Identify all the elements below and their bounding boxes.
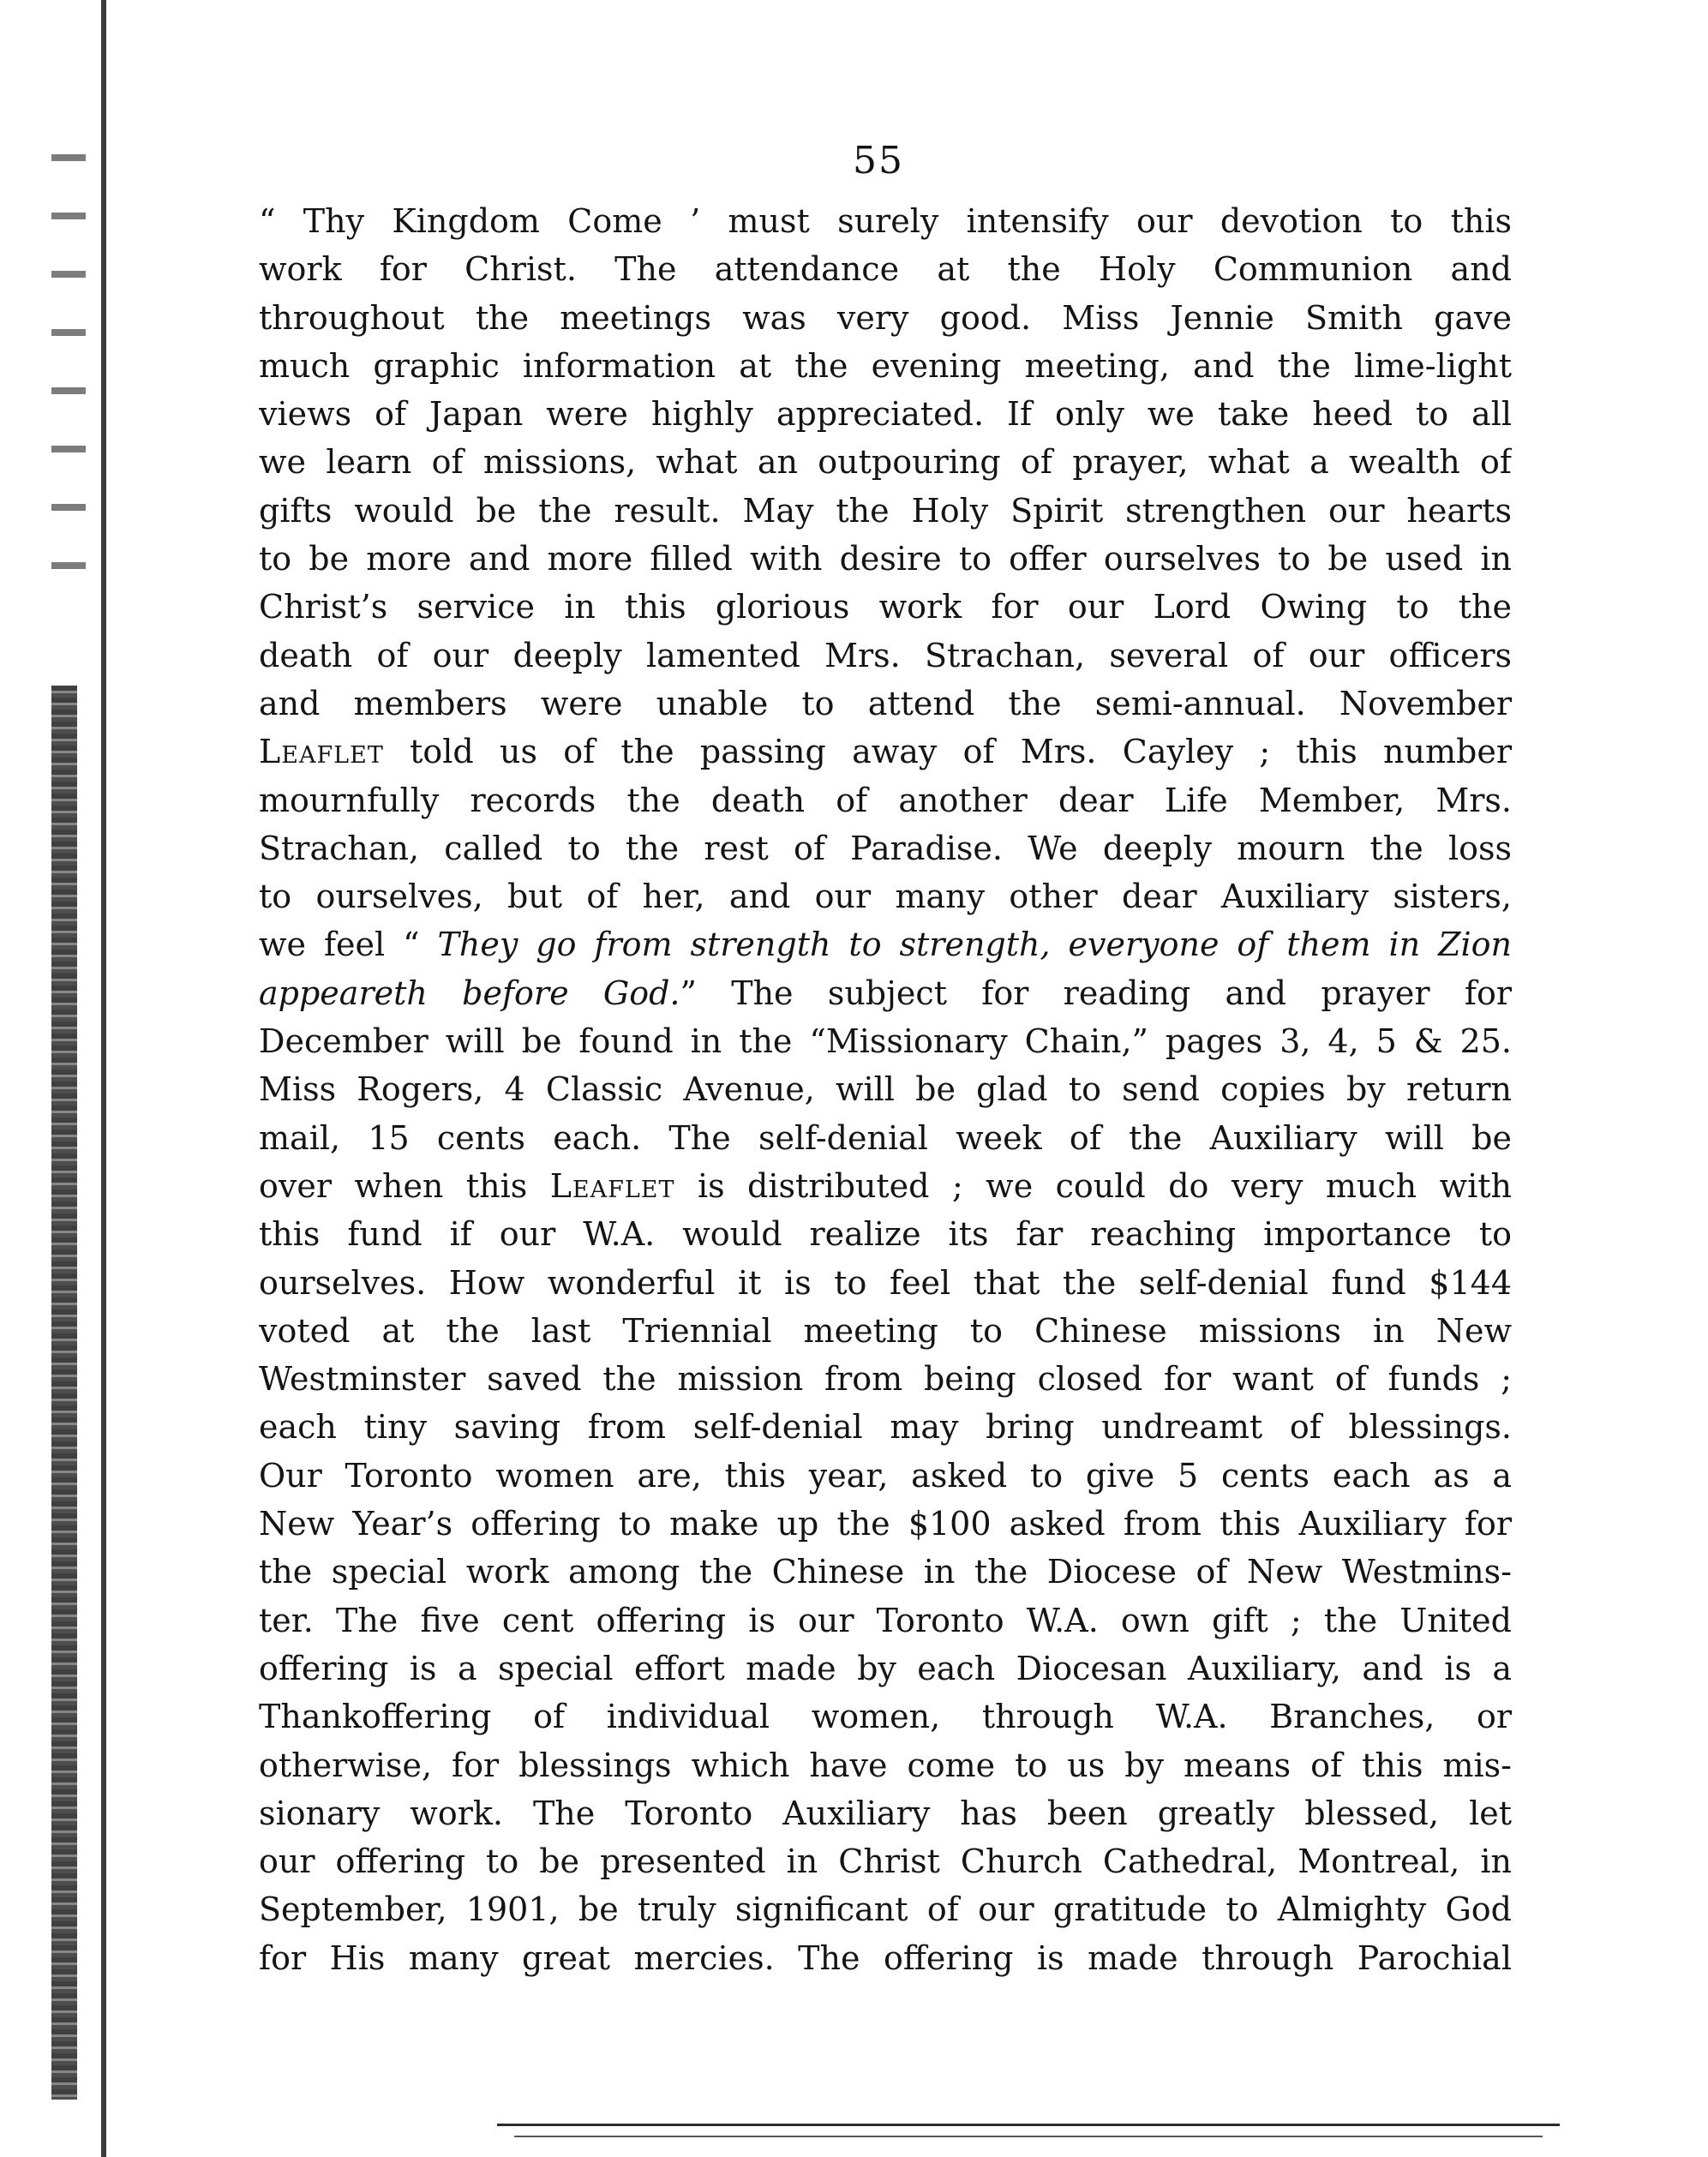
text-line-21-prefix: over when this <box>259 1166 550 1205</box>
text-line-12-rest: told us of the passing away of Mrs. Cayley ; this number <box>383 733 1512 771</box>
text-line-30: ter. The five cent offering is our Toronto W.A. own gift ; the United <box>259 1601 1512 1639</box>
page-number: 55 <box>853 139 904 183</box>
text-line-11: and members were unable to attend the semi-annual. November <box>259 684 1512 722</box>
text-line-33: otherwise, for blessings which have come to us by means of this mis- <box>259 1746 1512 1784</box>
text-line-6: we learn of missions, what an outpouring of prayer, what a wealth of <box>259 443 1512 482</box>
leaflet-title: Leaflet <box>259 733 384 771</box>
text-line-37: for His many great mercies. The offering is made through Parochial <box>259 1938 1512 1977</box>
text-line-21 <box>259 1162 1512 1210</box>
text-line-12 <box>259 728 1512 776</box>
text-line-34: sionary work. The Toronto Auxiliary has been greatly blessed, let <box>259 1794 1512 1832</box>
text-line-26: each tiny saving from self-denial may bring undreamt of blessings. <box>259 1408 1512 1447</box>
text-line-1: “ Thy Kingdom Come ’ must surely intensify our devotion to this <box>259 202 1512 240</box>
text-line-25: Westminster saved the mission from being closed for want of funds ; <box>259 1360 1512 1399</box>
text-line-3: throughout the meetings was very good. Miss Jennie Smith gave <box>259 298 1512 337</box>
body-text <box>259 197 1512 1982</box>
leaflet-title-2: Leaflet <box>549 1166 675 1205</box>
text-line-17-rest: ” The subject for reading and prayer for <box>680 974 1512 1012</box>
binding-edge <box>101 0 106 2157</box>
scripture-quote: They go from strength to strength, everyone of them in Zion <box>437 926 1512 964</box>
text-line-14: Strachan, called to the rest of Paradise. We deeply mourn the loss <box>259 829 1512 867</box>
text-line-7: gifts would be the result. May the Holy Spirit strengthen our hearts <box>259 491 1512 530</box>
text-line-36: September, 1901, be truly significant of our gratitude to Almighty God <box>259 1890 1512 1929</box>
text-line-31: offering is a special effort made by each Diocesan Auxiliary, and is a <box>259 1649 1512 1687</box>
text-line-24: voted at the last Triennial meeting to Chinese missions in New <box>259 1311 1512 1350</box>
text-line-5: views of Japan were highly appreciated. If only we take heed to all <box>259 395 1512 434</box>
text-line-23: ourselves. How wonderful it is to feel that the self-denial fund $144 <box>259 1263 1512 1302</box>
text-line-16-prefix: we feel “ <box>259 926 438 964</box>
text-line-9: Christ’s service in this glorious work for our Lord Owing to the <box>259 588 1512 626</box>
text-line-16 <box>259 920 1512 968</box>
text-line-29: the special work among the Chinese in the Diocese of New Westmins- <box>259 1553 1512 1591</box>
text-line-28: New Year’s offering to make up the $100 asked from this Auxiliary for <box>259 1505 1512 1543</box>
text-line-35: our offering to be presented in Christ Church Cathedral, Montreal, in <box>259 1842 1512 1881</box>
text-line-4: much graphic information at the evening meeting, and the lime-light <box>259 346 1512 385</box>
text-line-13: mournfully records the death of another dear Life Member, Mrs. <box>259 781 1512 819</box>
text-line-15: to ourselves, but of her, and our many other dear Auxiliary sisters, <box>259 878 1512 916</box>
text-line-17 <box>259 969 1512 1017</box>
text-line-8: to be more and more filled with desire to offer ourselves to be used in <box>259 540 1512 578</box>
scripture-quote-end: appeareth before God. <box>259 974 680 1012</box>
text-line-2: work for Christ. The attendance at the Holy Communion and <box>259 250 1512 289</box>
bottom-rule <box>497 2124 1560 2126</box>
text-line-18: December will be found in the “Missionary Chain,” pages 3, 4, 5 & 25. <box>259 1022 1512 1061</box>
binding-shadow <box>51 686 77 2100</box>
text-line-19: Miss Rogers, 4 Classic Avenue, will be glad to send copies by return <box>259 1070 1512 1109</box>
text-line-22: this fund if our W.A. would realize its far reaching importance to <box>259 1215 1512 1254</box>
bottom-rule-secondary <box>514 2136 1543 2137</box>
text-line-10: death of our deeply lamented Mrs. Strachan, several of our officers <box>259 636 1512 674</box>
text-line-32: Thankoffering of individual women, through W.A. Branches, or <box>259 1698 1512 1736</box>
text-line-20: mail, 15 cents each. The self-denial week of the Auxiliary will be <box>259 1118 1512 1157</box>
text-line-21-rest: is distributed ; we could do very much with <box>674 1166 1512 1205</box>
text-line-27: Our Toronto women are, this year, asked to give 5 cents each as a <box>259 1456 1512 1495</box>
